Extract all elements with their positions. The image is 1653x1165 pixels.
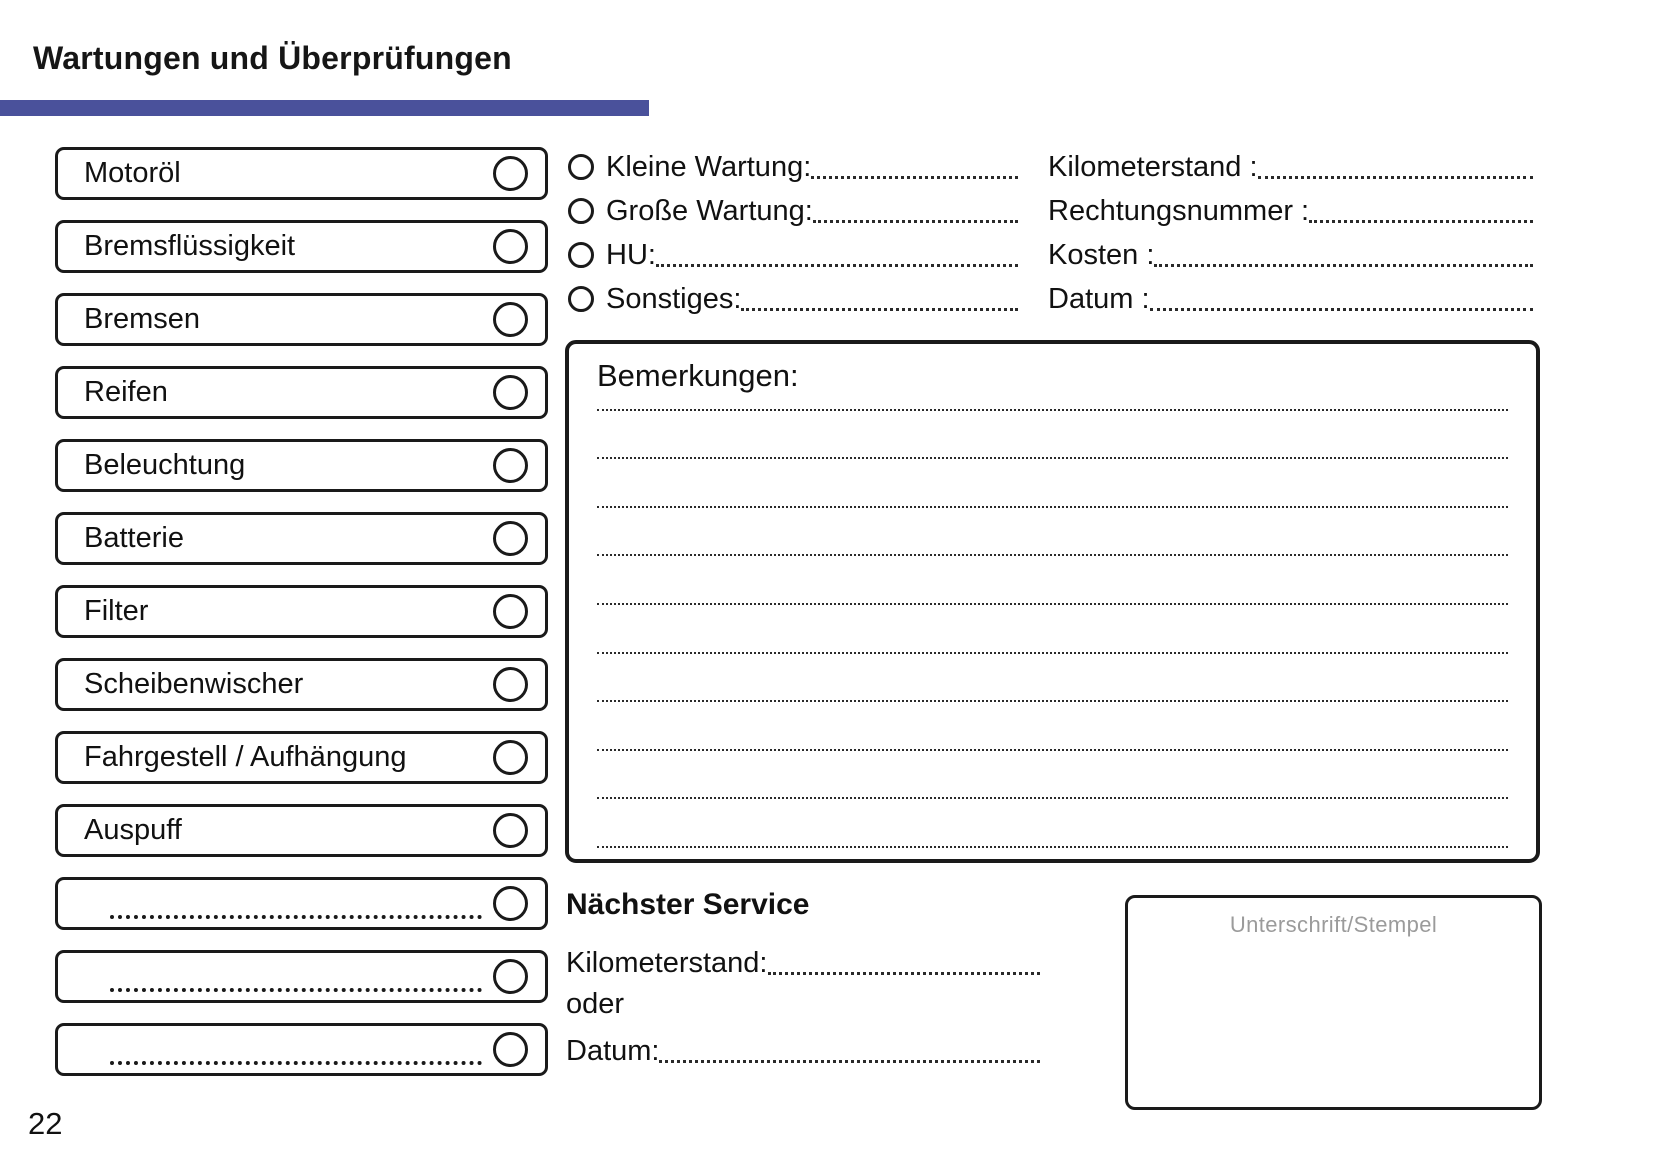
dotted-fill-line [1150,308,1533,311]
record-field-row [1048,233,1533,277]
blank-item-dotted-line [110,962,482,992]
next-service-date-label: Datum: [566,1035,660,1067]
service-type-list [568,145,1018,321]
checklist-item-label: Filter [84,595,149,627]
checklist-row [55,1023,548,1076]
remarks-write-in-line [597,411,1508,460]
title-underline-bar [0,100,649,116]
remarks-write-in-line [597,654,1508,703]
checklist-item-label: Fahrgestell / Aufhängung [84,741,407,773]
page-number: 22 [28,1106,63,1141]
remarks-write-in-line [597,751,1508,800]
dotted-fill-line [1258,176,1533,179]
checklist-row [55,293,548,346]
remarks-write-in-line [597,556,1508,605]
record-field-label: Kosten : [1048,238,1155,271]
radio-circle-icon [568,286,594,312]
checklist-row [55,147,548,200]
check-circle-icon [493,156,528,191]
checklist-item-label: Beleuchtung [84,449,246,481]
checklist-row [55,731,548,784]
dotted-fill-line [659,1060,1040,1063]
check-circle-icon [493,229,528,264]
next-service-or-label: oder [566,988,625,1020]
page-title: Wartungen und Überprüfungen [33,40,512,76]
check-circle-icon [493,886,528,921]
blank-item-dotted-line [110,1035,482,1065]
checklist-item-label: Auspuff [84,814,182,846]
dotted-fill-line [813,220,1018,223]
checklist-row [55,220,548,273]
check-circle-icon [493,375,528,410]
service-type-row [568,189,1018,233]
record-field-list [1048,145,1533,321]
checklist-item-label: Scheibenwischer [84,668,304,700]
next-service-km-label: Kilometerstand: [566,947,768,979]
service-type-row [568,145,1018,189]
check-circle-icon [493,813,528,848]
checklist-item-label: Bremsen [84,303,201,335]
dotted-fill-line [1154,264,1533,267]
record-field-label: Rechtungsnummer : [1048,194,1310,227]
remarks-write-in-line [597,799,1508,848]
checklist-row [55,585,548,638]
check-circle-icon [493,448,528,483]
signature-box [1125,895,1542,1110]
remarks-lines [597,362,1508,848]
remarks-write-in-line [597,702,1508,751]
service-type-label: HU: [606,238,656,271]
checklist-row [55,512,548,565]
dotted-fill-line [656,264,1018,267]
record-field-label: Datum : [1048,282,1150,315]
service-type-row [568,277,1018,321]
checklist-item-label: Bremsflüssigkeit [84,230,296,262]
record-field-label: Kilometerstand : [1048,150,1258,183]
check-circle-icon [493,302,528,337]
radio-circle-icon [568,242,594,268]
maintenance-checklist [55,147,548,1096]
checklist-row [55,804,548,857]
dotted-fill-line [1309,220,1533,223]
dotted-fill-line [741,308,1018,311]
radio-circle-icon [568,154,594,180]
checklist-row [55,366,548,419]
record-field-row [1048,189,1533,233]
checklist-row [55,877,548,930]
check-circle-icon [493,594,528,629]
check-circle-icon [493,959,528,994]
checklist-item-label: Motoröl [84,157,181,189]
remarks-title: Bemerkungen: [597,358,799,393]
checklist-row [55,950,548,1003]
checklist-item-label: Batterie [84,522,184,554]
next-service-date-row [566,1032,1040,1068]
remarks-write-in-line [597,605,1508,654]
service-type-row [568,233,1018,277]
check-circle-icon [493,521,528,556]
blank-item-dotted-line [110,889,482,919]
service-type-label: Sonstiges: [606,282,742,315]
signature-label: Unterschrift/Stempel [1229,912,1438,937]
check-circle-icon [493,667,528,702]
remarks-write-in-line [597,459,1508,508]
service-type-label: Kleine Wartung: [606,150,812,183]
next-service-title: Nächster Service [566,888,810,921]
checklist-row [55,658,548,711]
record-field-row [1048,277,1533,321]
checklist-item-label: Reifen [84,376,168,408]
radio-circle-icon [568,198,594,224]
dotted-fill-line [768,972,1041,975]
next-service-km-row [566,944,1040,980]
dotted-fill-line [811,176,1018,179]
remarks-write-in-line [597,508,1508,557]
record-field-row [1048,145,1533,189]
check-circle-icon [493,1032,528,1067]
check-circle-icon [493,740,528,775]
remarks-box [565,340,1540,863]
checklist-row [55,439,548,492]
service-type-label: Große Wartung: [606,194,813,227]
remarks-write-in-line [597,362,1508,411]
